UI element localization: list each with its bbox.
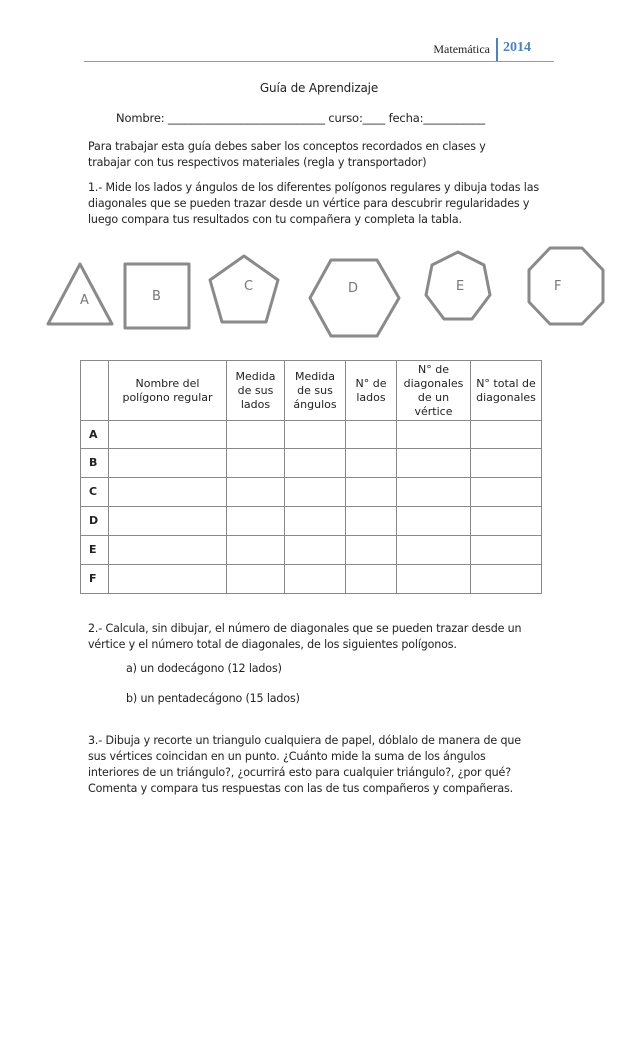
table-cell[interactable] (397, 565, 471, 594)
table-cell[interactable] (285, 507, 346, 536)
header-text: de sus (297, 383, 333, 397)
table-cell[interactable] (397, 421, 471, 449)
header-text: lados (356, 390, 386, 404)
table-row (81, 536, 542, 565)
table-cell[interactable] (471, 478, 542, 507)
table-cell[interactable] (471, 421, 542, 449)
question-2-line: 2.- Calcula, sin dibujar, el número de diagonales que se pueden trazar desde un (88, 622, 522, 635)
question-1-line: luego compara tus resultados con tu compañera y completa la tabla. (88, 213, 462, 226)
question-1-line: 1.- Mide los lados y ángulos de los diferentes polígonos regulares y dibuja todas las (88, 181, 539, 194)
table-cell[interactable] (397, 536, 471, 565)
question-1-line: diagonales que se pueden trazar desde un vértice para descubrir regularidades y (88, 197, 530, 210)
header-side-length (227, 361, 285, 421)
polygon-figures (40, 240, 620, 340)
header-divider (496, 38, 498, 62)
shape-label: D (348, 281, 359, 296)
table-cell[interactable] (285, 565, 346, 594)
table-cell[interactable] (471, 507, 542, 536)
header-text: polígono regular (122, 390, 213, 404)
student-info-line: Nombre: ____________________________ curso:____ fecha:___________ (116, 111, 485, 125)
table-cell[interactable] (471, 565, 542, 594)
table-cell[interactable] (346, 449, 397, 478)
row-label: C (81, 478, 109, 507)
question-3-line: interiores de un triángulo?, ¿ocurrirá esto para cualquier triángulo?, ¿por qué? (88, 766, 511, 779)
table-row (81, 421, 542, 449)
table-corner-cell (81, 361, 109, 421)
table-cell[interactable] (397, 449, 471, 478)
header-year: 2014 (503, 40, 531, 55)
table-cell[interactable] (109, 536, 227, 565)
question-3-line: Comenta y compara tus respuestas con las de tus compañeros y compañeras. (88, 782, 513, 795)
question-3 (88, 733, 558, 797)
table-cell[interactable] (109, 478, 227, 507)
header-text: diagonales (476, 390, 536, 404)
table-cell[interactable] (109, 565, 227, 594)
row-label: B (81, 449, 109, 478)
intro-line: trabajar con tus respectivos materiales (regla y transportador) (88, 156, 427, 169)
row-label: A (81, 421, 109, 449)
page-title: Guía de Aprendizaje (259, 81, 379, 95)
table-cell[interactable] (346, 565, 397, 594)
table-cell[interactable] (346, 507, 397, 536)
table-cell[interactable] (471, 449, 542, 478)
intro-line: Para trabajar esta guía debes saber los conceptos recordados en clases y (88, 140, 486, 153)
header-polygon-name (109, 361, 227, 421)
question-1 (88, 180, 558, 228)
header-text: de sus (237, 383, 274, 397)
header-text: N° total de (476, 376, 536, 390)
table-cell[interactable] (227, 565, 285, 594)
header-text: Medida (294, 369, 336, 383)
header-total-diagonals (471, 361, 542, 421)
shape-label: B (152, 289, 161, 304)
table-cell[interactable] (471, 536, 542, 565)
header-text: de un (417, 390, 450, 404)
header-side-count (346, 361, 397, 421)
table-header-row (81, 361, 542, 421)
row-label: D (81, 507, 109, 536)
header-vertex-diagonals (397, 361, 471, 421)
header-text: N° de (355, 376, 387, 390)
question-2 (88, 621, 558, 653)
table-cell[interactable] (285, 536, 346, 565)
header-text: Nombre del (135, 376, 200, 390)
table-cell[interactable] (109, 449, 227, 478)
header-text: vértice (414, 404, 453, 418)
table-cell[interactable] (227, 507, 285, 536)
table-cell[interactable] (346, 421, 397, 449)
row-label: F (81, 565, 109, 594)
row-label: E (81, 536, 109, 565)
table-cell[interactable] (227, 478, 285, 507)
table-row (81, 449, 542, 478)
table-cell[interactable] (397, 478, 471, 507)
table-cell[interactable] (285, 478, 346, 507)
table-cell[interactable] (109, 421, 227, 449)
table-cell[interactable] (285, 421, 346, 449)
intro-paragraph (88, 139, 558, 171)
table-cell[interactable] (346, 478, 397, 507)
shape-label: C (244, 279, 254, 294)
table-cell[interactable] (109, 507, 227, 536)
header-rule (84, 61, 554, 62)
header-text: diagonales (403, 376, 464, 390)
question-2-line: vértice y el número total de diagonales, de los siguientes polígonos. (88, 638, 457, 651)
question-3-line: sus vértices coincidan en un punto. ¿Cuánto mide la suma de los ángulos (88, 750, 486, 763)
shape-label: A (80, 293, 89, 308)
page-header (0, 38, 638, 60)
shape-label: F (554, 279, 562, 294)
header-text: Medida (235, 369, 276, 383)
table-row (81, 478, 542, 507)
header-subject: Matemática (433, 42, 490, 56)
header-text: lados (240, 397, 271, 411)
hexagon-shape (310, 260, 399, 336)
table-cell[interactable] (397, 507, 471, 536)
table-cell[interactable] (227, 536, 285, 565)
header-text: ángulos (293, 397, 337, 411)
table-cell[interactable] (285, 449, 346, 478)
question-3-line: 3.- Dibuja y recorte un triangulo cualquiera de papel, dóblalo de manera de que (88, 734, 521, 747)
table-cell[interactable] (227, 449, 285, 478)
header-angle-measure (285, 361, 346, 421)
header-text: N° de (418, 362, 449, 376)
shape-label: E (456, 279, 465, 294)
results-table (80, 360, 542, 594)
table-row (81, 565, 542, 594)
table-cell[interactable] (227, 421, 285, 449)
question-2a: a) un dodecágono (12 lados) (126, 662, 282, 675)
octagon-shape (529, 248, 603, 324)
table-cell[interactable] (346, 536, 397, 565)
table-row (81, 507, 542, 536)
question-2b: b) un pentadecágono (15 lados) (126, 692, 300, 705)
